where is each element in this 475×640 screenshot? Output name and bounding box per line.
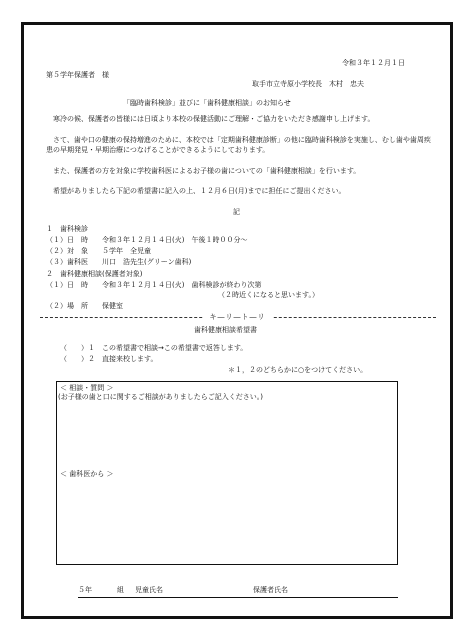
class-label: 組 (117, 586, 124, 594)
form-title: 歯科健康相談希望書 (194, 326, 257, 334)
cut-label: キ―リ―ト―リ (0, 313, 475, 322)
student-name-label: 児童氏名 (135, 586, 163, 594)
consultation-hint: (お子様の歯と口に関するご相談がありましたらご記入ください。) (58, 393, 263, 401)
paragraph-3: また、保護者の方を対象に学校歯科医によるお子様の歯についての「歯科健康相談」を行います。 (53, 167, 361, 175)
sender: 取手市立寺原小学校長 木村 忠夫 (252, 80, 364, 88)
grade-label: ５年 (78, 586, 92, 594)
dentist-reply-label: ＜ 歯科医から ＞ (60, 470, 114, 478)
detail-line: （１）日 時 令和３年１２月１４日(火) 歯科検診が終わり次第 (46, 281, 262, 289)
detail-line: （２時近くになると思います。） (218, 291, 319, 299)
consultation-box[interactable] (56, 381, 398, 565)
option-note: ＊１，２のどちらかに○をつけてください。 (228, 366, 368, 374)
option-1: （ ）１ この希望書で相談→この希望書で返答します。 (60, 344, 248, 352)
paragraph-4: 希望がありましたら下記の希望書に記入の上、１２月６日(月)までに担任にご提出ください。 (53, 187, 346, 195)
consultation-label: ＜ 相談・質問 ＞ (60, 384, 114, 392)
paragraph-2: さて、歯や口の健康の保持増進のために、本校では「定期歯科健康診断」の他に臨時歯科検診を実施し、むし歯や歯周疾患の早期発見・早期治療につなげることができるようにしております。 (46, 136, 431, 154)
detail-line: （３）歯科医 川口 浩先生(グリーン歯科) (46, 258, 192, 266)
detail-line: （２）対 象 ５学年 全児童 (46, 247, 151, 255)
guardian-name-label: 保護者氏名 (253, 586, 288, 594)
detail-line: ２ 歯科健康相談(保護者対象) (46, 270, 143, 278)
detail-line: （２）場 所 保健室 (46, 302, 123, 310)
recipient: 第５学年保護者 様 (46, 71, 109, 79)
detail-line: １ 歯科検診 (46, 225, 88, 233)
option-2: （ ）２ 直接来校します。 (60, 355, 158, 363)
date: 令和３年１２月１日 (342, 59, 405, 67)
paragraph-1: 寒冷の候、保護者の皆様には日頃より本校の保健活動にご理解・ご協力をいただき感謝申し上げます。 (53, 115, 375, 123)
signature-underline (78, 597, 398, 598)
notice-title: 「臨時歯科検診」並びに「歯科健康相談」のお知らせ (123, 99, 291, 107)
ki-heading: 記 (233, 208, 240, 216)
detail-line: （１）日 時 令和３年１２月１４日(火) 午後１時００分～ (46, 236, 248, 244)
